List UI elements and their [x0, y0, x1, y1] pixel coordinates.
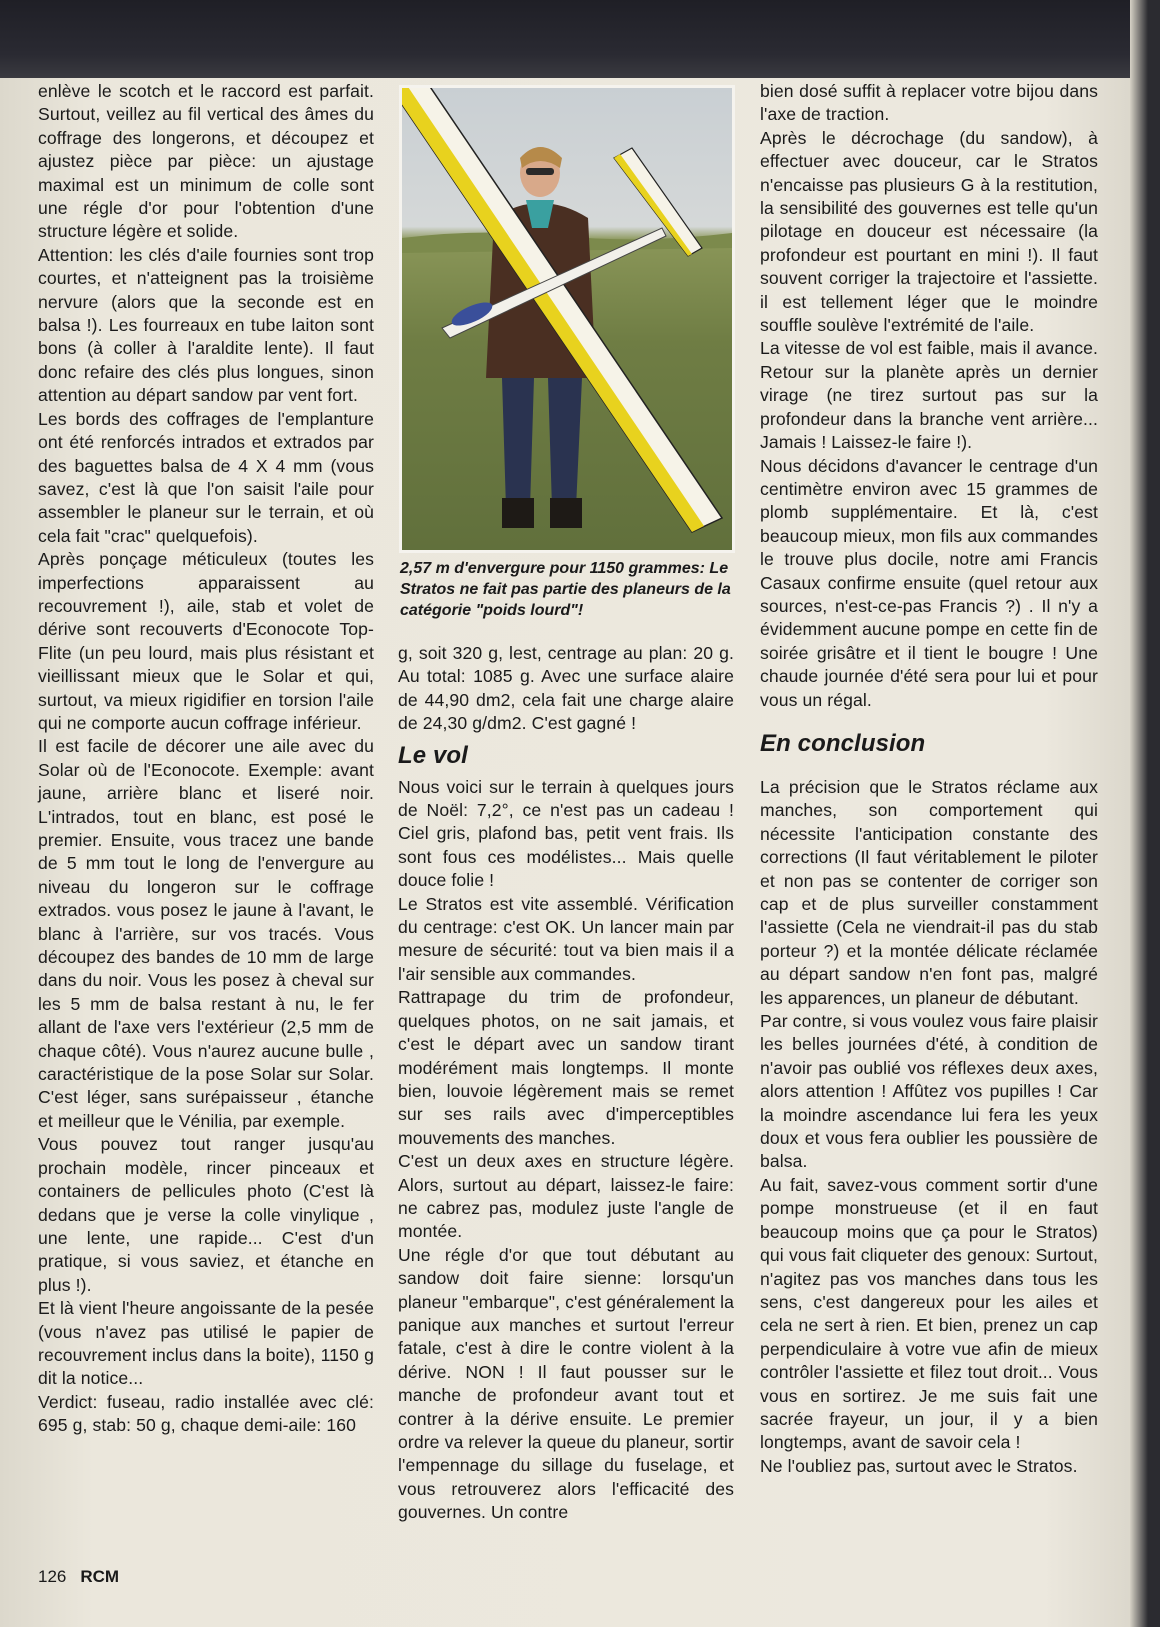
paragraph: Au fait, savez-vous comment sortir d'une pompe monstrueuse (et il en faut beaucoup moins que ça pour le Stratos) qui vous fait cliqueter des genoux: Surtout, n'agitez pas vos manches dans tous les sens, c'est dangereux pour les ailes et cela ne sert à rien. Et bien, prenez un cap perpendiculaire à votre vue afin de mieux contrôler l'assiette et filez tout droit... Vous vous en sortirez. Je me suis fait une sacrée frayeur, un jour, il y a bien longtemps, avant de savoir cela !	[760, 1174, 1098, 1453]
section-heading-conclusion: En conclusion	[760, 729, 926, 757]
paragraph: g, soit 320 g, lest, centrage au plan: 20 g. Au total: 1085 g. Avec une surface alaire de 44,90 dm2, cela fait une charge alaire de 24,30 g/dm2. C'est gagné !	[398, 643, 734, 734]
column-2	[398, 642, 734, 1525]
paragraph: Il est facile de décorer une aile avec du Solar où de l'Econocote. Exemple: avant jaune, arrière blanc et liseré noir. L'intrados, tout en blanc, est posé le premier. Ensuite, vous tracez une bande de 5 mm tout le long de l'envergure au niveau du longeron sur le coffrage extrados. vous posez le jaune à l'avant, le blanc à l'arrière, sur vos tracés. Vous découpez des bandes de 10 mm de large dans du noir. Vous les posez à cheval sur les 5 mm de balsa restant à nu, le fer allant de l'axe vers l'extérieur (2,5 mm de chaque côté). Vous n'aurez aucune bulle , caractéristique de la pose Solar sur Solar. C'est léger, sans surépaisseur , étanche et meilleur que le Vénilia, par exemple.	[38, 736, 374, 1131]
paragraph: C'est un deux axes en structure légère. Alors, surtout au départ, laissez-le faire: ne cabrez pas, modulez juste l'angle de montée.	[398, 1151, 734, 1242]
paragraph: La précision que le Stratos réclame aux manches, son comportement qui nécessite l'anticipation constante des corrections (Il faut véritablement le piloter et non pas se contenter de corriger son cap et de plus surveiller constamment l'assiette (Cela ne viendrait-il pas du stab porteur ?) et la montée délicate réclamée au départ sandow n'en font pas, malgré les apparences, un planeur de débutant.	[760, 776, 1098, 1008]
paragraph: Nous décidons d'avancer le centrage d'un centimètre environ avec 15 grammes de plomb supplémentaire. Et là, c'est beaucoup mieux, mon fils aux commandes le trouve plus docile, notre ami Francis Casaux confirme ensuite (quel retour aux sources, n'est-ce-pas Francis ?) . Il n'y a évidemment aucune pompe en cette fin de soirée grisâtre et il tient le bougre ! Une chaude journée d'été sera pour lui et pour vous un régal.	[760, 455, 1098, 710]
page-footer	[38, 1567, 119, 1587]
paragraph: Par contre, si vous voulez vous faire plaisir les belles journées d'été, à condition de n'avoir pas oublié vos réflexes deux axes, alors attention ! Affûtez vos pupilles ! Car la moindre ascendance lui fera les yeux doux et vous fera oublier les poussière de balsa.	[760, 1011, 1098, 1172]
dark-top-band	[0, 0, 1160, 78]
paragraph: Ne l'oubliez pas, surtout avec le Stratos.	[760, 1455, 1078, 1476]
person-leg-icon	[502, 378, 534, 508]
magazine-name: RCM	[80, 1567, 120, 1586]
sunglasses-icon	[526, 168, 554, 175]
person-leg-icon	[548, 378, 582, 508]
column-3	[760, 80, 1098, 1478]
section-heading-vol: Le vol	[398, 741, 468, 769]
dark-right-edge	[1130, 0, 1160, 1627]
paragraph: Verdict: fuseau, radio installée avec clé: 695 g, stab: 50 g, chaque demi-aile: 160	[38, 1391, 374, 1436]
paragraph: Rattrapage du trim de profondeur, quelques photos, on ne sait jamais, et c'est le départ avec un sandow tirant modérément mais longtemps. Il monte bien, louvoie légèrement mais se remet sur ses rails avec d'imperceptibles mouvements des manches.	[398, 987, 734, 1148]
paragraph: Une régle d'or que tout débutant au sandow doit faire sienne: lorsqu'un planeur "embarque", c'est généralement la panique aux manches et surtout l'erreur fatale, c'est à dire le contre violent à la dérive. NON ! Il faut pousser sur le manche de profondeur avant tout et contrer à la dérive ensuite. Le premier ordre va relever la queue du planeur, sortir l'empennage du sillage du fuselage, et vous retrouverez alors l'efficacité des gouvernes. Un contre	[398, 1244, 734, 1523]
paragraph: La vitesse de vol est faible, mais il avance. Retour sur la planète après un dernier virage (ne tirez surtout pas sur la profondeur dans la branche vent arrière... Jamais ! Laissez-le faire !).	[760, 338, 1098, 453]
paragraph: Nous voici sur le terrain à quelques jours de Noël: 7,2°, ce n'est pas un cadeau ! Ciel gris, plafond bas, petit vent frais. Ils sont fous ces modélistes... Mais quelle douce folie !	[398, 776, 734, 891]
paragraph: Vous pouvez tout ranger jusqu'au prochain modèle, rincer pinceaux et containers de pellicules photo (C'est là dedans que je verse la colle vinylique , une lente, une rapide... C'est d'un pratique, si vous saviez, et étanche en plus !).	[38, 1134, 374, 1295]
paragraph: Les bords des coffrages de l'emplanture ont été renforcés intrados et extrados par des baguettes balsa de 4 X 4 mm (vous savez, c'est là que l'on saisit l'aile pour assembler le planeur sur le terrain, et où cela fait "crac" quelquefois).	[38, 408, 374, 546]
paragraph: enlève le scotch et le raccord est parfait. Surtout, veillez au fil vertical des âmes du coffrage des longerons, et découpez et ajustez pièce par pièce: un ajustage maximal est un minimum de colle sont une régle d'or pour l'obtention d'une structure légère et solide.	[38, 81, 374, 242]
photo-caption: 2,57 m d'envergure pour 1150 grammes: Le Stratos ne fait pas partie des planeurs de la catégorie "poids lourd"!	[400, 560, 731, 619]
boot-icon	[502, 498, 534, 528]
page-number: 126	[38, 1567, 67, 1586]
glider-photo	[402, 88, 732, 550]
paragraph: Après le décrochage (du sandow), à effectuer avec douceur, car le Stratos n'encaisse pas plusieurs G à la restitution, la sensibilité des gouvernes est telle qu'un pilotage en douceur est nécessaire (la profondeur est pourtant en mini !). Il faut souvent corriger la trajectoire et l'assiette. il est tellement léger que le moindre souffle soulève l'extrémité de l'aile.	[760, 127, 1098, 336]
boot-icon	[550, 498, 582, 528]
paragraph: Le Stratos est vite assemblé. Vérification du centrage: c'est OK. Un lancer main par mesure de sécurité: tout va bien mais il a l'air sensible aux commandes.	[398, 893, 734, 984]
paragraph: Attention: les clés d'aile fournies sont trop courtes, et n'atteignent pas la troisième nervure (alors que la seconde est en balsa !). Les fourreaux en tube laiton sont bons (à coller à l'araldite lente). Il faut donc refaire des clés plus longues, sinon attention au départ sandow par vent fort.	[38, 244, 374, 406]
paragraph: Après ponçage méticuleux (toutes les imperfections apparaissent au recouvrement !), aile, stab et volet de dérive sont recouverts d'Econocote Top-Flite (un peu lourd, mais plus résistant et vieillissant mieux que le Solar et qui, surtout, va mieux rigidifier en torsion l'aile qui ne comporte aucun coffrage inférieur.	[38, 549, 374, 733]
paragraph: bien dosé suffit à replacer votre bijou dans l'axe de traction.	[760, 81, 1098, 125]
column-1	[38, 80, 374, 1438]
photo-illustration	[402, 88, 732, 550]
paragraph: Et là vient l'heure angoissante de la pesée (vous n'avez pas utilisé le papier de recouvrement inclus dans la boite), 1150 g dit la notice...	[38, 1298, 374, 1389]
